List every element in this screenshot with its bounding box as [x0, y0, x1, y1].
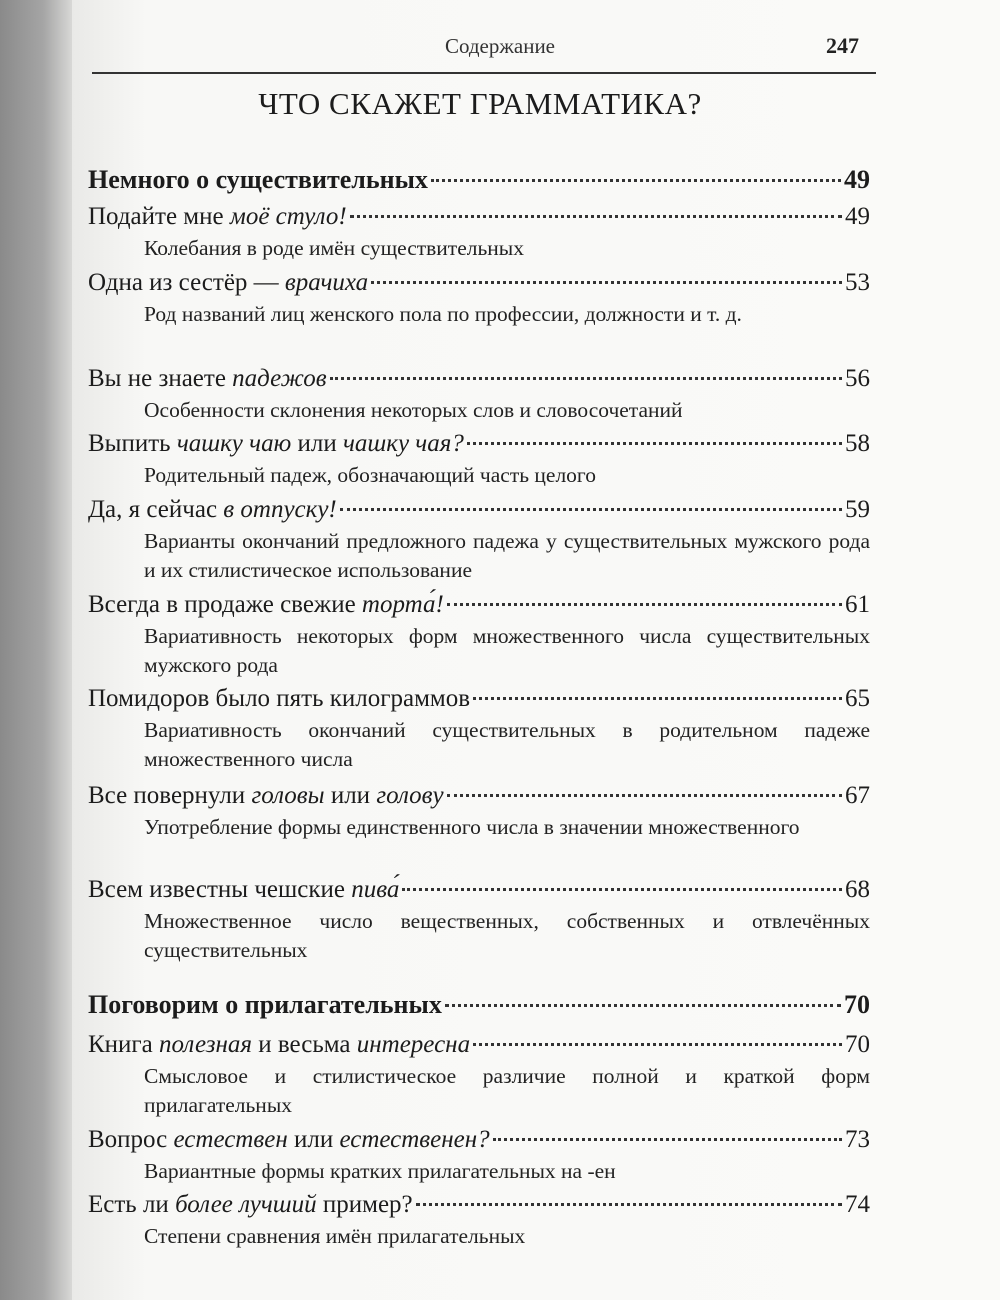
toc-entry	[88, 493, 870, 585]
toc-entry-description: Смысловое и стилистическое различие полной и краткой форм прилагательных	[144, 1064, 870, 1117]
toc-entry-title	[88, 873, 399, 907]
toc-entry-title	[88, 682, 470, 716]
title-italic-segment: врачиха	[284, 269, 369, 296]
title-segment: Одна из сестёр —	[88, 269, 285, 296]
title-italic-segment: голову	[376, 782, 444, 809]
title-segment: Вы не знаете	[88, 365, 233, 392]
dot-leader	[431, 179, 841, 182]
toc-entry-title	[88, 362, 327, 396]
title-italic-segment: в отпуску!	[223, 496, 337, 523]
toc-entry-title	[88, 427, 464, 461]
dot-leader	[445, 1004, 841, 1007]
toc-entry	[88, 779, 870, 842]
toc-section	[88, 163, 870, 197]
toc-entry-title	[88, 779, 444, 813]
dot-leader	[330, 377, 842, 380]
title-italic-segment: пива́	[351, 876, 400, 903]
dot-leader	[473, 1043, 842, 1046]
title-italic-segment: торта́!	[361, 591, 444, 618]
title-italic-segment: более лучший	[175, 1191, 317, 1218]
toc-page-number: 65	[845, 685, 870, 712]
book-spine-shadow	[0, 0, 72, 1300]
dot-leader	[467, 442, 842, 445]
dot-leader	[402, 888, 842, 891]
title-italic-segment: моё стуло!	[229, 203, 347, 230]
toc-page-number: 68	[845, 876, 870, 903]
dot-leader	[447, 603, 842, 606]
title-segment: или	[291, 430, 343, 457]
toc-page-number: 73	[845, 1126, 870, 1153]
toc-entry-description: Особенности склонения некоторых слов и словосочетаний	[144, 398, 683, 422]
toc-entry-description: Варианты окончаний предложного падежа у существительных мужского рода и их стилистическое использование	[144, 529, 870, 582]
part-title: ЧТО СКАЖЕТ ГРАММАТИКА?	[258, 86, 702, 121]
toc-entry	[88, 200, 870, 263]
toc-entry-description: Употребление формы единственного числа в значении множественного	[144, 815, 800, 839]
title-segment: Подайте мне	[88, 203, 230, 230]
title-italic-segment: полезная	[159, 1031, 252, 1058]
toc-entry-title	[88, 493, 337, 527]
running-head: Содержание	[444, 34, 556, 58]
toc-page-number: 59	[845, 496, 870, 523]
title-italic-segment: падежов	[232, 365, 327, 392]
title-segment: или	[324, 782, 377, 809]
toc-entry-title	[88, 266, 368, 300]
title-segment: Есть ли	[88, 1191, 176, 1218]
dot-leader	[371, 281, 842, 284]
toc-page-number: 49	[845, 203, 870, 230]
toc-entry-description: Степени сравнения имён прилагательных	[144, 1224, 526, 1248]
title-segment: или	[287, 1126, 340, 1153]
title-segment: Да, я сейчас	[88, 496, 224, 523]
title-italic-segment: интересна	[356, 1031, 471, 1058]
toc-entry-description: Вариативность некоторых форм множественного числа существительных мужского рода	[144, 624, 870, 677]
dot-leader	[350, 215, 842, 218]
dot-leader	[447, 794, 842, 797]
toc-entry-row	[88, 427, 870, 461]
title-italic-segment: естествен	[173, 1126, 288, 1153]
dot-leader	[493, 1138, 842, 1141]
dot-leader	[340, 508, 842, 511]
toc-entry-row	[88, 1188, 870, 1222]
toc-entry-row	[88, 682, 870, 716]
title-italic-segment: чашку чая?	[342, 430, 464, 457]
dot-leader	[416, 1203, 842, 1206]
toc-entry-title	[88, 988, 442, 1022]
title-segment: и весьма	[252, 1031, 357, 1058]
page-number: 247	[826, 33, 859, 58]
toc-entry-title	[88, 1028, 470, 1062]
toc-entry-title	[88, 588, 444, 622]
toc-entry-row	[88, 493, 870, 527]
title-segment: Поговорим о прилагательных	[88, 990, 442, 1019]
toc-entry-title	[88, 1188, 413, 1222]
toc-entry-title	[88, 163, 428, 197]
toc-entry	[88, 682, 870, 774]
title-segment: Помидоров было пять килограммов	[88, 685, 471, 712]
toc-entry-row	[88, 163, 870, 197]
toc-entry-row	[88, 588, 870, 622]
toc-entry-description: Родительный падеж, обозначающий часть целого	[144, 463, 596, 487]
toc-page-number: 53	[845, 269, 870, 296]
toc-page-number: 58	[845, 430, 870, 457]
toc-entry-row	[88, 362, 870, 396]
toc-page-number: 49	[844, 165, 870, 194]
toc-entry-title	[88, 200, 347, 234]
title-segment: пример?	[316, 1191, 413, 1218]
title-italic-segment: естественен?	[339, 1126, 490, 1153]
title-segment: Всем известны чешские	[88, 876, 352, 903]
toc-page-number: 61	[845, 591, 870, 618]
title-segment: Книга	[88, 1031, 160, 1058]
toc-entry-description: Вариативность окончаний существительных в родительном падеже множественного числа	[144, 718, 870, 771]
title-segment: Всегда в продаже свежие	[88, 591, 362, 618]
toc-entry-row	[88, 1028, 870, 1062]
toc-entry	[88, 588, 870, 680]
toc-entry-description: Колебания в роде имён существительных	[144, 236, 524, 260]
toc-entry-row	[88, 266, 870, 300]
toc-entry-row	[88, 779, 870, 813]
toc-entry-row	[88, 988, 870, 1022]
toc-entry	[88, 1028, 870, 1120]
toc-entry	[88, 362, 870, 425]
toc-entry-description: Вариантные формы кратких прилагательных на -ен	[144, 1159, 616, 1183]
title-segment: Выпить	[88, 430, 177, 457]
toc-entry-row	[88, 200, 870, 234]
toc-section	[88, 988, 870, 1022]
toc-entry	[88, 1188, 870, 1251]
dot-leader	[473, 697, 842, 700]
title-italic-segment: головы	[251, 782, 325, 809]
toc-entry	[88, 266, 870, 329]
toc-entry-row	[88, 1123, 870, 1157]
toc-page-number: 70	[844, 990, 870, 1019]
toc-entry	[88, 873, 870, 965]
title-italic-segment: чашку чаю	[176, 430, 292, 457]
toc-entry-description: Множественное число вещественных, собственных и отвлечённых существительных	[144, 909, 870, 962]
title-segment: Немного о существительных	[88, 165, 428, 194]
toc-page-number: 67	[845, 782, 870, 809]
title-segment: Все повернули	[88, 782, 252, 809]
toc-entry-title	[88, 1123, 490, 1157]
header-rule	[92, 72, 876, 74]
title-segment: Вопрос	[88, 1126, 174, 1153]
toc-page-number: 70	[845, 1031, 870, 1058]
toc-entry	[88, 1123, 870, 1186]
toc-entry-description: Род названий лиц женского пола по профессии, должности и т. д.	[144, 302, 742, 326]
toc-page-number: 74	[845, 1191, 870, 1218]
toc-entry-row	[88, 873, 870, 907]
toc-entry	[88, 427, 870, 490]
toc-page-number: 56	[845, 365, 870, 392]
